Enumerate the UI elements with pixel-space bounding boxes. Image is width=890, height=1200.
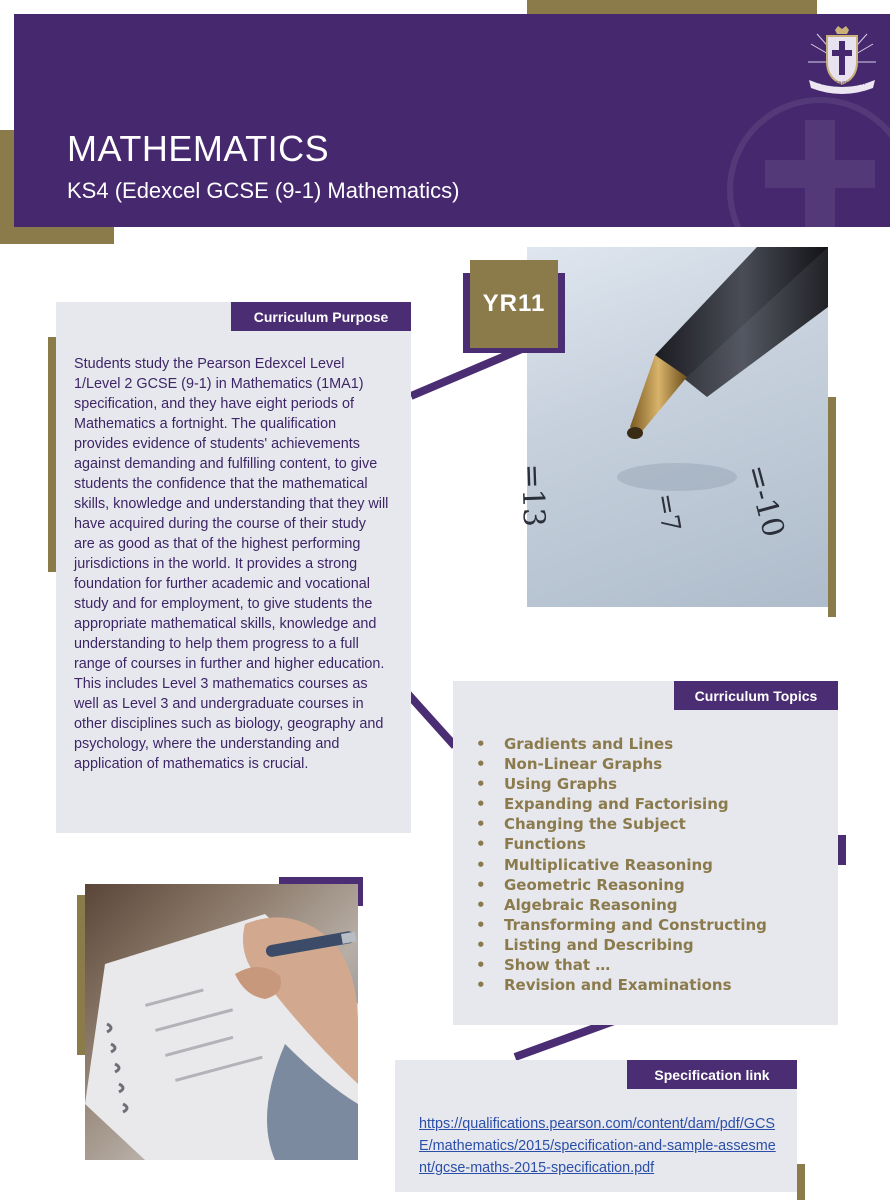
topics-list [476, 734, 767, 995]
topics-accent-bar [838, 835, 846, 865]
equation-3: =-10 [738, 461, 792, 542]
purpose-heading: Curriculum Purpose [231, 302, 411, 331]
topic-item: • Listing and Describing [476, 935, 767, 955]
topic-item: • Multiplicative Reasoning [476, 855, 767, 875]
page-subtitle: KS4 (Edexcel GCSE (9-1) Mathematics) [67, 178, 460, 203]
spec-heading: Specification link [627, 1060, 797, 1089]
header-watermark [700, 80, 890, 227]
photo-bottom-accent-left [77, 895, 85, 1055]
purpose-accent-bar [48, 337, 56, 572]
year-badge [470, 260, 558, 348]
page-title: MATHEMATICS [67, 128, 330, 169]
equation-1: =13 [514, 463, 552, 528]
topic-item: • Revision and Examinations [476, 975, 767, 995]
gold-accent-top [527, 0, 817, 14]
equation-2: =7 [649, 491, 686, 534]
topics-heading: Curriculum Topics [674, 681, 838, 710]
year-badge-label: YR11 [482, 290, 546, 317]
spec-accent-bar [797, 1164, 805, 1200]
connector-line-mid [405, 691, 458, 748]
topic-item: • Expanding and Factorising [476, 794, 767, 814]
topic-item: • Show that … [476, 955, 767, 975]
photo-top-accent [828, 397, 836, 617]
purpose-body: Students study the Pearson Edexcel Level 1/Level 2 GCSE (9-1) in Mathematics (1MA1) specification, and they have eight periods of Mathematics a fortnight. The qualification provides evidence of students' achievements against demanding and fulfilling content, to give students the confidence that the mathematical skills, knowledge and understanding that they will have acquired during the course of their study are as good as that of the highest performing jurisdictions in the world. It provides a strong foundation for further academic and vocational study and for employment, to give students the appropriate mathematical skills, knowledge and understanding to help them progress to a full range of courses in further and higher education. This includes Level 3 mathematics courses as well as Level 3 and undergraduate courses in other disciplines such as biology, geography and psychology, where the understanding and application of mathematics is crucial. [74, 356, 389, 772]
school-crest-logo [805, 24, 879, 96]
topic-item: • Changing the Subject [476, 814, 767, 834]
topic-item: • Functions [476, 834, 767, 854]
photo-hand-writing [85, 884, 358, 1160]
crest-motto: VIA · VERITAS · VITA [820, 82, 866, 87]
topic-item: • Using Graphs [476, 774, 767, 794]
topic-item: • Algebraic Reasoning [476, 895, 767, 915]
topic-item: • Transforming and Constructing [476, 915, 767, 935]
spec-link[interactable]: https://qualifications.pearson.com/content/dam/pdf/GCSE/mathematics/2015/specification-and-sample-assesment/gcse-maths-2015-specification.pdf [419, 1116, 776, 1176]
topic-item: • Non-Linear Graphs [476, 754, 767, 774]
topic-item: • Gradients and Lines [476, 734, 767, 754]
topic-item: • Geometric Reasoning [476, 875, 767, 895]
